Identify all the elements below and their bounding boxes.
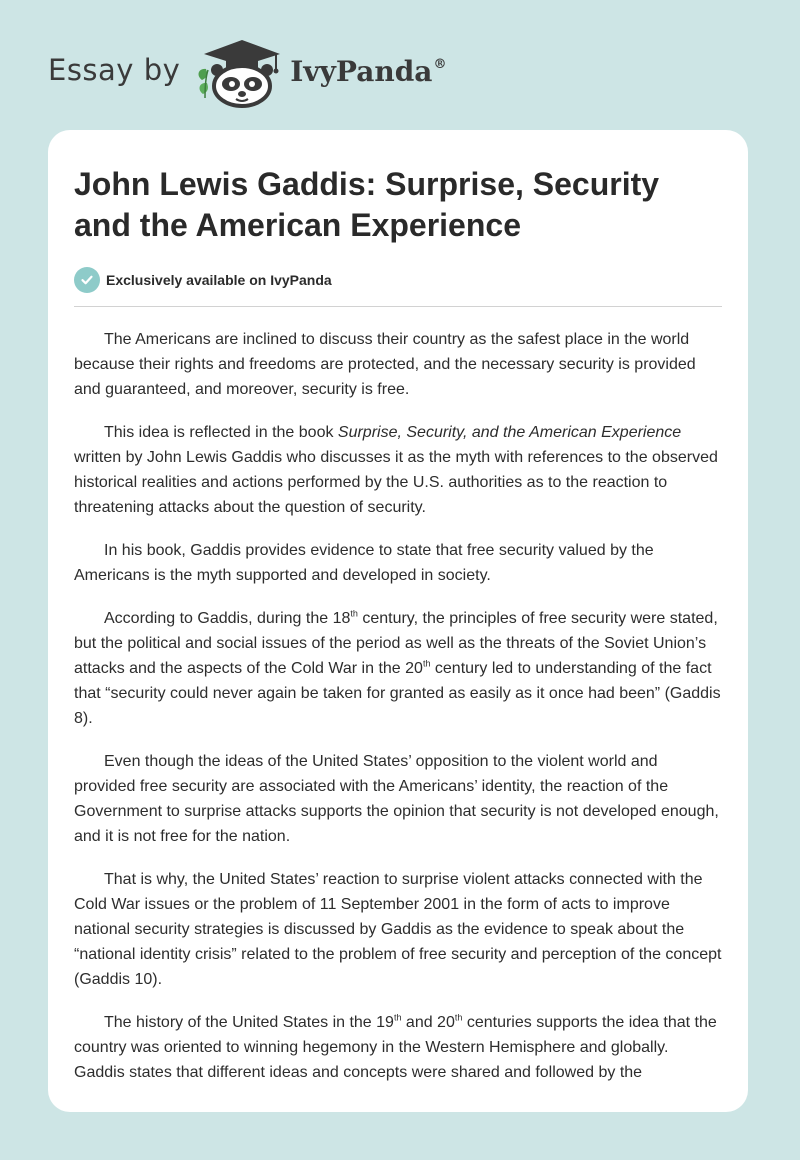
paragraph-3: In his book, Gaddis provides evidence to state that free security valued by the Americans is the myth supported and developed in society. <box>74 542 654 584</box>
exclusive-badge-label: Exclusively available on IvyPanda <box>106 272 332 288</box>
paragraph-5: Even though the ideas of the United States’ opposition to the violent world and provided free security are associated with the Americans’ identity, the reaction of the Government to surprise attacks supports the opinion that security is not developed enough, and it is not free for the nation. <box>74 753 719 845</box>
check-circle-icon <box>74 267 100 293</box>
book-title: Surprise, Security, and the American Experience <box>337 424 682 441</box>
ivy-leaf-icon <box>199 69 208 98</box>
paragraph-1: The Americans are inclined to discuss their country as the safest place in the world because their rights and freedoms are protected, and the necessary security is provided and guaranteed, and moreover, security is free. <box>74 331 696 398</box>
essay-by-label: Essay by <box>48 53 181 87</box>
essay-body <box>74 327 722 1085</box>
exclusive-badge <box>74 266 722 294</box>
paragraph-6: That is why, the United States’ reaction to surprise violent attacks connected with the Cold War issues or the problem of 11 September 2001 in the form of acts to improve national security strategies is discussed by Gaddis as the evidence to speak about the “national identity crisis” related to the problem of free security and perception of the concept (Gaddis 10). <box>74 871 722 988</box>
divider <box>74 306 722 307</box>
paragraph-7: The history of the United States in the 19th and 20th centuries supports the idea that the country was oriented to winning hegemony in the Western Hemisphere and globally. Gaddis states that different ideas and concepts were shared and followed by the <box>74 1012 717 1081</box>
page-title: John Lewis Gaddis: Surprise, Security and the American Experience <box>74 166 660 243</box>
paragraph-2: This idea is reflected in the book Surprise, Security, and the American Experience written by John Lewis Gaddis who discusses it as the myth with references to the observed historical realities and actions performed by the U.S. authorities as to the reaction to threatening attacks about the question of security. <box>74 424 718 516</box>
paragraph-4: According to Gaddis, during the 18th century, the principles of free security were stated, but the political and social issues of the period as well as the threats of the Soviet Union’s attacks and the aspects of the Cold War in the 20th century led to understanding of the fact that “security could never again be taken for granted as easily as it once had been” (Gaddis 8). <box>74 608 721 727</box>
essay-card <box>48 130 748 1112</box>
brand-header <box>48 36 446 108</box>
panda-graduate-icon <box>196 36 286 108</box>
brand-name: IvyPanda® <box>290 54 447 88</box>
